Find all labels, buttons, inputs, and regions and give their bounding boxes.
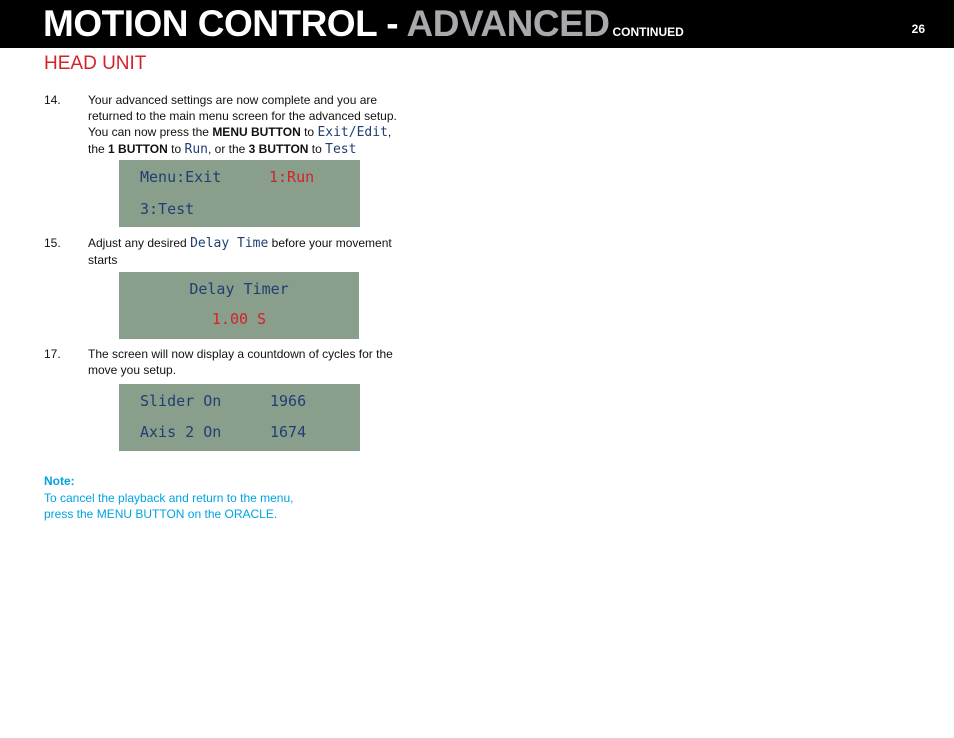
text-fragment: to: [308, 142, 326, 156]
lcd-word-run: Run: [184, 142, 208, 157]
note-line: press the MENU BUTTON on the ORACLE.: [44, 507, 278, 521]
text-fragment: the: [88, 142, 109, 156]
lcd-delay-title: Delay Timer: [189, 280, 289, 298]
title-continued: CONTINUED: [612, 25, 684, 39]
step-text: [88, 235, 424, 268]
lcd-delay-value: 1.00 S: [211, 310, 267, 328]
text-fragment: You can now press the: [88, 125, 213, 139]
step-line: The screen will now display a countdown of cycles for the: [88, 347, 393, 361]
step-14: [44, 92, 424, 158]
lcd-screen-menu: [119, 160, 360, 227]
menu-button-label: MENU BUTTON: [212, 125, 301, 139]
step-line: move you setup.: [88, 363, 177, 377]
step-number: 17.: [44, 347, 61, 361]
lcd-axis2-label: Axis 2 On: [140, 423, 222, 441]
lcd-test-option: 3:Test: [140, 200, 195, 218]
lcd-word-test: Test: [325, 142, 357, 157]
page-title: [43, 2, 684, 54]
lcd-run-option: 1:Run: [269, 168, 315, 186]
title-accent: ADVANCED: [406, 3, 610, 44]
page-number: 26: [911, 22, 925, 36]
note-text: [44, 490, 344, 522]
lcd-word-exit-edit: Exit/Edit: [317, 125, 388, 140]
page-header: [0, 0, 954, 48]
step-number: 15.: [44, 236, 61, 250]
step-17: [44, 346, 424, 378]
step-line: [88, 124, 424, 141]
text-fragment: to: [167, 142, 185, 156]
section-title: HEAD UNIT: [44, 53, 147, 74]
lcd-menu-exit: Menu:Exit: [140, 168, 222, 186]
step-line: returned to the main menu screen for the advanced setup.: [88, 109, 397, 123]
step-line: Your advanced settings are now complete and you are: [88, 93, 378, 107]
text-fragment: ,: [387, 125, 392, 139]
step-line: [88, 235, 424, 252]
button-1-label: 1 BUTTON: [108, 142, 168, 156]
lcd-slider-label: Slider On: [140, 392, 222, 410]
button-3-label: 3 BUTTON: [248, 142, 309, 156]
text-fragment: before your movement: [268, 236, 392, 250]
lcd-axis2-count: 1674: [270, 423, 307, 441]
note-title: Note:: [44, 474, 75, 488]
step-text: [88, 92, 424, 158]
text-fragment: , or the: [207, 142, 249, 156]
lcd-screen-delay: [119, 272, 359, 339]
title-main: MOTION CONTROL -: [43, 3, 407, 44]
step-line: starts: [88, 253, 118, 267]
lcd-word-delay-time: Delay Time: [190, 236, 269, 251]
text-fragment: to: [300, 125, 318, 139]
step-text: [88, 346, 424, 378]
lcd-slider-count: 1966: [270, 392, 307, 410]
step-number: 14.: [44, 93, 61, 107]
step-line: [88, 141, 424, 158]
note-line: To cancel the playback and return to the menu,: [44, 491, 294, 505]
text-fragment: Adjust any desired: [88, 236, 191, 250]
lcd-screen-countdown: [119, 384, 360, 451]
step-15: [44, 235, 424, 268]
